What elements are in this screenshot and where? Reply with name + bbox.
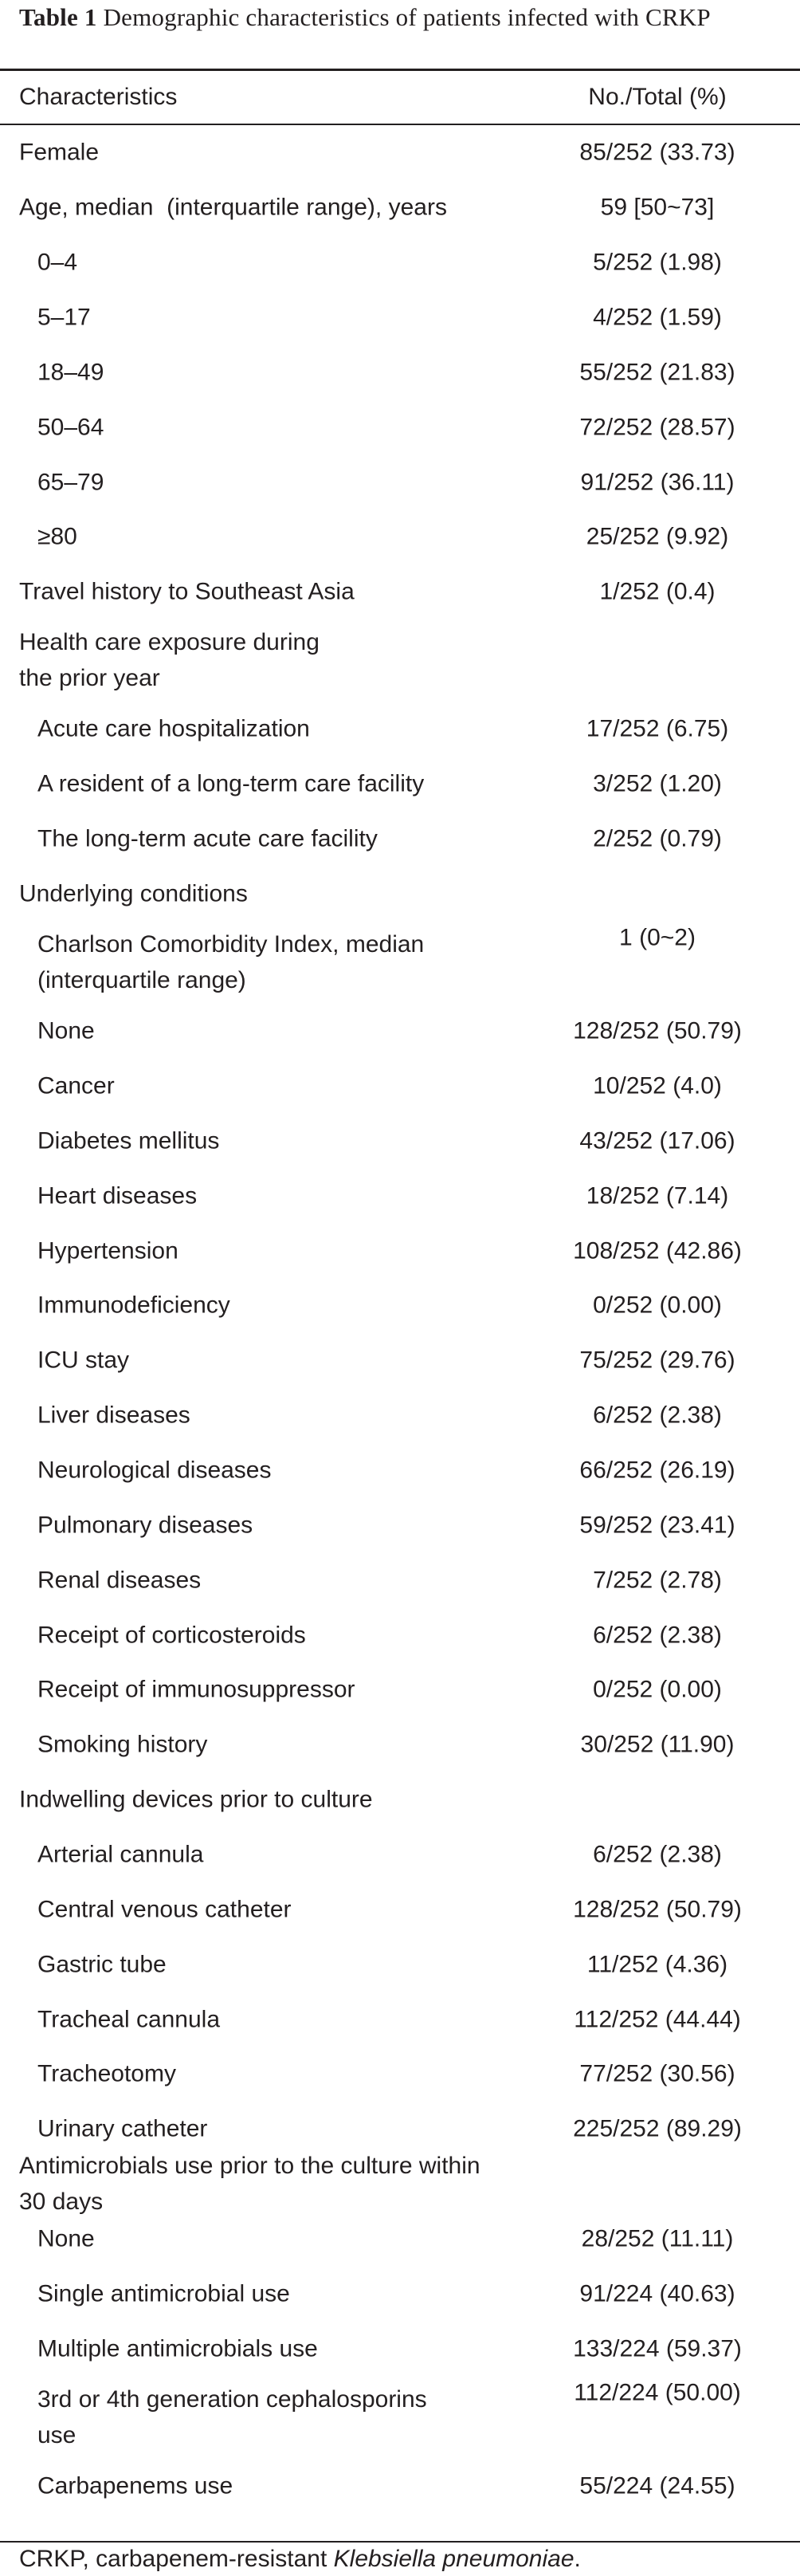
- footnote-italic: Klebsiella pneumoniae: [333, 2546, 575, 2572]
- row-characteristic: Indwelling devices prior to culture: [19, 1786, 373, 1813]
- table-row: [0, 509, 800, 564]
- table-row: [0, 1388, 800, 1443]
- row-value: 3/252 (1.20): [593, 770, 722, 797]
- row-characteristic: Liver diseases: [37, 1402, 190, 1429]
- table-row: [0, 1497, 800, 1552]
- row-characteristic: Acute care hospitalization: [37, 715, 310, 742]
- row-characteristic: A resident of a long-term care facility: [37, 770, 425, 797]
- table-row: [0, 2047, 800, 2102]
- table-row: [0, 454, 800, 509]
- table-row: [0, 867, 800, 922]
- table-bottom-rule: [0, 2541, 800, 2543]
- row-characteristic: Gastric tube: [37, 1951, 167, 1978]
- row-value: 55/224 (24.55): [579, 2472, 735, 2499]
- row-characteristic: Underlying conditions: [19, 880, 248, 907]
- row-characteristic: Receipt of immunosuppressor: [37, 1676, 355, 1703]
- row-characteristic: Hypertension: [37, 1237, 178, 1264]
- table-row: [0, 180, 800, 235]
- row-value: 55/252 (21.83): [579, 359, 735, 386]
- row-characteristic: 3rd or 4th generation cephalosporins use: [37, 2385, 427, 2448]
- header-no-total: No./Total (%): [588, 84, 727, 110]
- table-row: [0, 125, 800, 180]
- row-characteristic: ICU stay: [37, 1347, 130, 1374]
- table-row: [0, 1717, 800, 1772]
- row-value: 10/252 (4.0): [593, 1072, 722, 1099]
- row-value: 112/224 (50.00): [574, 2379, 741, 2406]
- row-value: 6/252 (2.38): [593, 1841, 722, 1868]
- row-value: 11/252 (4.36): [586, 1951, 728, 1978]
- table-row: [0, 619, 800, 702]
- row-value: 108/252 (42.86): [573, 1237, 742, 1264]
- table-row: [0, 1059, 800, 1114]
- row-characteristic: Age, median (interquartile range), years: [19, 194, 447, 221]
- row-characteristic: Travel history to Southeast Asia: [19, 578, 355, 605]
- row-value: 133/224 (59.37): [573, 2335, 742, 2362]
- table-row: [0, 399, 800, 454]
- row-value: 128/252 (50.79): [573, 1017, 742, 1044]
- table-row: [0, 702, 800, 757]
- table-row: [0, 1552, 800, 1607]
- row-value: 6/252 (2.38): [593, 1402, 722, 1429]
- row-value: 85/252 (33.73): [579, 139, 735, 166]
- row-value: 1 (0~2): [619, 924, 696, 951]
- row-characteristic: Antimicrobials use prior to the culture within 30 days: [19, 2153, 487, 2216]
- row-characteristic: Receipt of corticosteroids: [37, 1622, 306, 1649]
- row-characteristic: Pulmonary diseases: [37, 1512, 253, 1539]
- table-row: [0, 1662, 800, 1717]
- row-characteristic: 65–79: [37, 469, 104, 496]
- table-row: [0, 812, 800, 867]
- row-characteristic: Single antimicrobial use: [37, 2280, 290, 2307]
- table-row: [0, 1992, 800, 2047]
- row-value: 5/252 (1.98): [593, 249, 722, 276]
- row-characteristic: Renal diseases: [37, 1567, 202, 1594]
- row-value: 30/252 (11.90): [580, 1731, 735, 1758]
- row-value: 18/252 (7.14): [586, 1182, 729, 1209]
- row-value: 128/252 (50.79): [573, 1896, 742, 1923]
- row-characteristic: Carbapenems use: [37, 2472, 233, 2499]
- row-characteristic: Urinary catheter: [37, 2115, 208, 2142]
- row-characteristic: Multiple antimicrobials use: [37, 2335, 318, 2362]
- table-row: [0, 1333, 800, 1388]
- table-row: [0, 1113, 800, 1168]
- row-value: 112/252 (44.44): [574, 2006, 741, 2033]
- row-characteristic: Arterial cannula: [37, 1841, 204, 1868]
- table-row: [0, 1443, 800, 1498]
- row-characteristic: Health care exposure during the prior year: [19, 629, 320, 692]
- row-characteristic: Heart diseases: [37, 1182, 198, 1209]
- row-value: 7/252 (2.78): [593, 1567, 722, 1594]
- row-characteristic: 50–64: [37, 414, 104, 441]
- table-row: [0, 1004, 800, 1059]
- table-footnote: [19, 2544, 792, 2574]
- table-row: [0, 921, 800, 1003]
- table-row: [0, 1607, 800, 1662]
- row-value: 75/252 (29.76): [579, 1347, 735, 1374]
- row-characteristic: Smoking history: [37, 1731, 208, 1758]
- table-row: [0, 1278, 800, 1333]
- table-row: [0, 2153, 800, 2216]
- row-value: 91/224 (40.63): [579, 2280, 735, 2307]
- row-value: 59/252 (23.41): [579, 1512, 735, 1539]
- table-row: [0, 757, 800, 812]
- row-value: 1/252 (0.4): [599, 578, 716, 605]
- header-characteristics: Characteristics: [19, 84, 178, 110]
- row-value: 225/252 (89.29): [573, 2115, 742, 2142]
- table-row: [0, 1168, 800, 1223]
- row-characteristic: None: [37, 2225, 95, 2252]
- row-value: 77/252 (30.56): [579, 2060, 735, 2087]
- row-characteristic: Neurological diseases: [37, 1457, 272, 1484]
- table-caption-label: Table 1: [19, 3, 97, 31]
- row-value: 91/252 (36.11): [580, 469, 735, 496]
- row-characteristic: Diabetes mellitus: [37, 1127, 220, 1154]
- row-value: 66/252 (26.19): [579, 1457, 735, 1484]
- row-characteristic: Central venous catheter: [37, 1896, 292, 1923]
- table-row: [0, 1937, 800, 1992]
- table-row: [0, 2321, 800, 2376]
- row-value: 59 [50~73]: [600, 194, 715, 221]
- row-characteristic: Tracheal cannula: [37, 2006, 221, 2033]
- row-characteristic: The long-term acute care facility: [37, 825, 378, 852]
- row-value: 72/252 (28.57): [579, 414, 735, 441]
- table-row: [0, 1772, 800, 1827]
- row-characteristic: None: [37, 1017, 95, 1044]
- row-characteristic: ≥80: [37, 523, 77, 550]
- row-value: 25/252 (9.92): [586, 523, 729, 550]
- footnote-suffix: .: [574, 2546, 581, 2572]
- table-caption-text: Demographic characteristics of patients infected with CRKP: [103, 3, 711, 31]
- table-row: [0, 1223, 800, 1278]
- table-row: [0, 2267, 800, 2322]
- table-row: [0, 2459, 800, 2514]
- table-header-row: [0, 71, 800, 124]
- table-row: [0, 564, 800, 619]
- row-characteristic: Cancer: [37, 1072, 115, 1099]
- row-value: 17/252 (6.75): [586, 715, 729, 742]
- table-caption: [19, 2, 792, 33]
- row-value: 28/252 (11.11): [581, 2225, 734, 2252]
- table-row: [0, 2212, 800, 2267]
- table-body: [0, 125, 800, 2541]
- table-row: [0, 344, 800, 399]
- row-characteristic: Tracheotomy: [37, 2060, 176, 2087]
- table-row: [0, 1882, 800, 1937]
- row-characteristic: Charlson Comorbidity Index, median (interquartile range): [37, 931, 425, 994]
- table-row: [0, 290, 800, 345]
- row-characteristic: 5–17: [37, 304, 91, 331]
- row-value: 0/252 (0.00): [593, 1292, 722, 1319]
- table-row: [0, 1827, 800, 1882]
- row-value: 43/252 (17.06): [579, 1127, 735, 1154]
- row-value: 4/252 (1.59): [593, 304, 722, 331]
- row-characteristic: Female: [19, 139, 100, 166]
- footnote-prefix: CRKP, carbapenem-resistant: [19, 2546, 334, 2572]
- row-value: 6/252 (2.38): [593, 1622, 722, 1649]
- table-row: [0, 2376, 800, 2458]
- row-characteristic: Immunodeficiency: [37, 1292, 230, 1319]
- row-characteristic: 0–4: [37, 249, 78, 276]
- row-value: 2/252 (0.79): [593, 825, 722, 852]
- row-characteristic: 18–49: [37, 359, 104, 386]
- table-row: [0, 235, 800, 290]
- row-value: 0/252 (0.00): [593, 1676, 722, 1703]
